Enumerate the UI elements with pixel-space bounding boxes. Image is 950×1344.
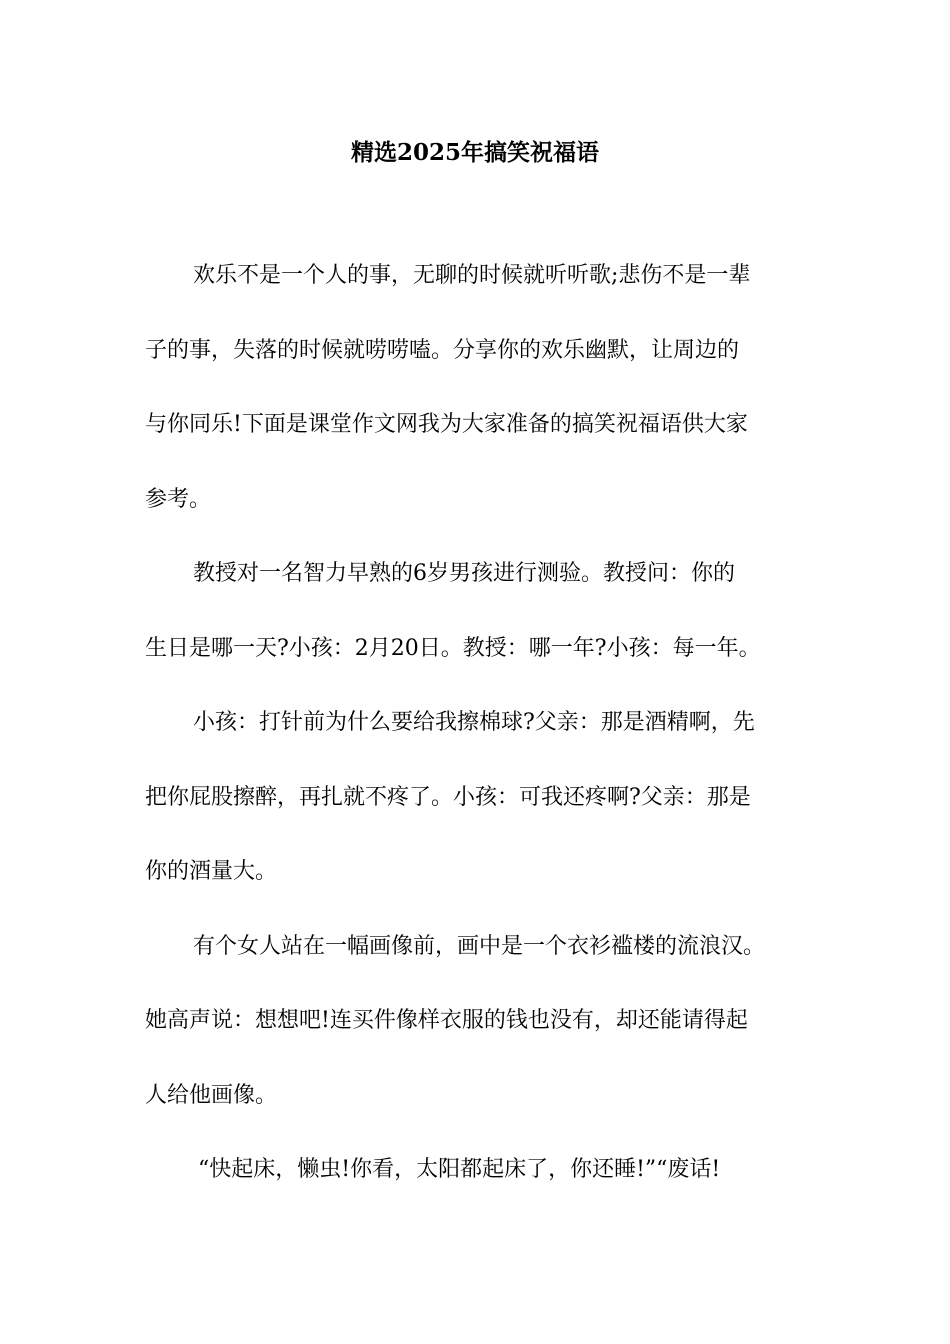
paragraph-line: 你的酒量大。: [145, 859, 278, 884]
paragraph-line: 她高声说：想想吧!连买件像样衣服的钱也没有，却还能请得起: [145, 1008, 748, 1033]
paragraph-line: “快起床，懒虫!你看，太阳都起床了，你还睡!”“废话!: [198, 1157, 721, 1182]
paragraph-line: 参考。: [145, 487, 212, 512]
paragraph-line: 教授对一名智力早熟的6岁男孩进行测验。教授问：你的: [193, 561, 735, 586]
paragraph-line: 把你屁股擦醉，再扎就不疼了。小孩：可我还疼啊?父亲：那是: [145, 785, 751, 810]
paragraph-line: 与你同乐!下面是课堂作文网我为大家准备的搞笑祝福语供大家: [145, 412, 748, 437]
paragraph-line: 欢乐不是一个人的事，无聊的时候就听听歌;悲伤不是一辈: [193, 263, 751, 288]
paragraph-line: 生日是哪一天?小孩：2月20日。教授：哪一年?小孩：每一年。: [145, 636, 761, 661]
paragraph-line: 有个女人站在一幅画像前，画中是一个衣衫褴楼的流浪汉。: [193, 934, 766, 959]
document-title: 精选2025年搞笑祝福语: [350, 139, 599, 166]
paragraph-line: 小孩：打针前为什么要给我擦棉球?父亲：那是酒精啊，先: [193, 710, 755, 735]
paragraph-line: 人给他画像。: [145, 1083, 278, 1108]
paragraph-line: 子的事，失落的时候就唠唠嗑。分享你的欢乐幽默，让周边的: [145, 338, 740, 363]
